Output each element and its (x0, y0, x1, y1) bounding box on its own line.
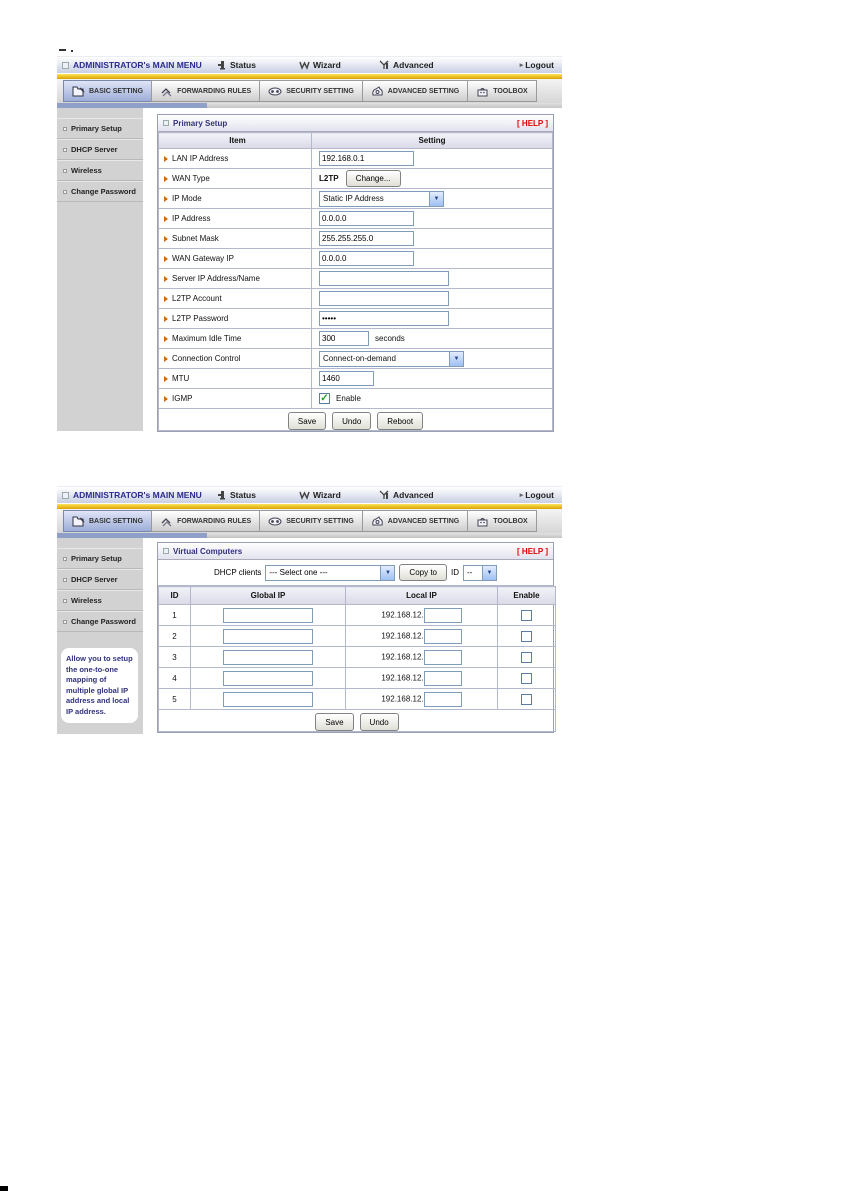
row-label: LAN IP Address (172, 154, 229, 163)
row-arrow-icon (164, 296, 168, 302)
main-menu-title (62, 490, 202, 500)
wizard-icon (299, 60, 310, 70)
lan-ip-input[interactable] (319, 151, 414, 166)
sidebar-item-label: Wireless (71, 166, 102, 175)
enable-checkbox-5[interactable] (521, 694, 532, 705)
bullet-icon (63, 148, 67, 152)
toolbox-icon (476, 516, 489, 527)
local-ip-prefix: 192.168.12. (381, 694, 424, 704)
sidebar-item-change-password[interactable] (57, 181, 143, 202)
local-ip-input-2[interactable] (424, 629, 462, 644)
row-label: Connection Control (172, 354, 241, 363)
server-ip-input[interactable] (319, 271, 449, 286)
menu-item-status[interactable] (217, 490, 256, 500)
select-value: Static IP Address (323, 194, 384, 203)
tab-label: TOOLBOX (493, 87, 528, 95)
local-ip-prefix: 192.168.12. (381, 652, 424, 662)
bullet-icon (63, 578, 67, 582)
mtu-input[interactable] (319, 371, 374, 386)
panel-icon (163, 548, 169, 554)
row-label: Server IP Address/Name (172, 274, 260, 283)
main-menu-title (62, 60, 202, 70)
table-row-ip-address (159, 209, 553, 229)
panel-icon (163, 120, 169, 126)
row-label: L2TP Password (172, 314, 229, 323)
row-arrow-icon (164, 376, 168, 382)
l2tp-password-input[interactable] (319, 311, 449, 326)
status-icon (217, 490, 227, 500)
active-tab-segment (57, 533, 207, 538)
chevron-down-icon: ▼ (380, 566, 394, 580)
sidebar-item-wireless[interactable] (57, 590, 143, 611)
logout-label: Logout (525, 60, 554, 70)
tab-label: FORWARDING RULES (177, 87, 252, 95)
local-ip-input-1[interactable] (424, 608, 462, 623)
sidebar-item-primary-setup[interactable] (57, 548, 143, 569)
bullet-icon (63, 599, 67, 603)
ip-address-input[interactable] (319, 211, 414, 226)
scan-artifact (59, 49, 66, 51)
sidebar-item-dhcp-server[interactable] (57, 139, 143, 160)
tab-underline-band (57, 103, 562, 108)
sidebar-item-label: DHCP Server (71, 145, 118, 154)
enable-checkbox-3[interactable] (521, 652, 532, 663)
menu-item-label: Status (230, 490, 256, 500)
logout-button[interactable] (520, 60, 554, 70)
wan-gateway-input[interactable] (319, 251, 414, 266)
toolbox-icon (476, 86, 489, 97)
row-arrow-icon (164, 356, 168, 362)
menu-item-label: Advanced (393, 490, 434, 500)
bullet-icon (63, 557, 67, 561)
tab-toolbox[interactable] (467, 80, 536, 102)
logout-arrow-icon: ▸ (519, 62, 524, 69)
row-id: 4 (159, 668, 191, 689)
screenshot-virtual-computers (57, 486, 562, 734)
tab-label: BASIC SETTING (89, 517, 144, 525)
row-arrow-icon (164, 216, 168, 222)
logout-label: Logout (525, 490, 554, 500)
screenshot-primary-setup (57, 56, 562, 431)
bullet-icon (63, 169, 67, 173)
row-arrow-icon (164, 196, 168, 202)
table-row-ip-mode (159, 189, 553, 209)
igmp-enable-checkbox[interactable]: ✓ (320, 392, 329, 404)
row-id: 2 (159, 626, 191, 647)
column-header-enable: Enable (498, 587, 556, 605)
tab-underline-band (57, 533, 562, 538)
dhcp-clients-select[interactable] (265, 565, 395, 581)
logout-button[interactable] (520, 490, 554, 500)
local-ip-input-5[interactable] (424, 692, 462, 707)
global-ip-input-5[interactable] (223, 692, 313, 707)
menu-item-label: Wizard (313, 490, 341, 500)
seconds-label: seconds (375, 333, 405, 343)
column-header-id: ID (159, 587, 191, 605)
row-label: Maximum Idle Time (172, 334, 242, 343)
menu-item-wizard[interactable] (299, 60, 341, 70)
menu-item-status[interactable] (217, 60, 256, 70)
sidebar (57, 538, 143, 734)
wizard-icon (299, 490, 310, 500)
row-arrow-icon (164, 316, 168, 322)
button-row (159, 409, 553, 431)
tab-security-setting[interactable] (259, 80, 363, 102)
l2tp-account-input[interactable] (319, 291, 449, 306)
tab-forwarding-rules[interactable] (151, 510, 260, 532)
main-menu-title-text: ADMINISTRATOR's MAIN MENU (73, 60, 202, 70)
security-setting-icon (268, 86, 282, 97)
column-header-item: Item (159, 133, 312, 149)
sidebar-item-wireless[interactable] (57, 160, 143, 181)
forwarding-rules-icon (160, 86, 173, 97)
enable-checkbox-2[interactable] (521, 631, 532, 642)
row-arrow-icon (164, 256, 168, 262)
global-ip-input-3[interactable] (223, 650, 313, 665)
table-row-2 (159, 626, 556, 647)
row-label: Subnet Mask (172, 234, 219, 243)
change-wan-type-button[interactable]: Change... (346, 170, 401, 187)
table-row-5 (159, 689, 556, 710)
row-label: WAN Type (172, 174, 210, 183)
primary-setup-panel (157, 114, 554, 432)
dhcp-clients-control-row (158, 560, 553, 586)
row-label: MTU (172, 374, 190, 383)
tab-security-setting[interactable] (259, 510, 363, 532)
tab-label: ADVANCED SETTING (387, 87, 460, 95)
advanced-icon (379, 60, 390, 70)
row-label: WAN Gateway IP (172, 254, 234, 263)
table-row-wan-type (159, 169, 553, 189)
local-ip-prefix: 192.168.12. (381, 610, 424, 620)
status-icon (217, 60, 227, 70)
chevron-down-icon: ▼ (449, 352, 463, 366)
enable-label: Enable (336, 393, 361, 403)
tab-advanced-setting[interactable] (362, 510, 468, 532)
local-ip-prefix: 192.168.12. (381, 673, 424, 683)
row-arrow-icon (164, 336, 168, 342)
row-arrow-icon (164, 276, 168, 282)
sidebar-item-label: DHCP Server (71, 575, 118, 584)
table-row-l2tp-password (159, 309, 553, 329)
chevron-down-icon: ▼ (429, 192, 443, 206)
tab-label: FORWARDING RULES (177, 517, 252, 525)
advanced-setting-icon (371, 516, 384, 527)
table-row-igmp (159, 389, 553, 409)
table-row-1 (159, 605, 556, 626)
tab-toolbox[interactable] (467, 510, 536, 532)
sidebar-item-change-password[interactable] (57, 611, 143, 632)
save-button[interactable]: Save (315, 713, 353, 731)
row-id: 5 (159, 689, 191, 710)
enable-checkbox-4[interactable] (521, 673, 532, 684)
tab-forwarding-rules[interactable] (151, 80, 260, 102)
wan-type-value: L2TP (319, 174, 339, 183)
panel-title (163, 547, 242, 556)
basic-setting-icon (72, 516, 85, 527)
subnet-mask-input[interactable] (319, 231, 414, 246)
enable-checkbox-1[interactable] (521, 610, 532, 621)
table-row-3 (159, 647, 556, 668)
tab-basic-setting[interactable] (63, 80, 152, 102)
select-value: --- Select one --- (269, 568, 328, 577)
chevron-down-icon: ▼ (482, 566, 496, 580)
panel-title-text: Virtual Computers (173, 546, 243, 556)
tab-label: SECURITY SETTING (286, 87, 354, 95)
row-label: IGMP (172, 394, 193, 403)
global-ip-input-1[interactable] (223, 608, 313, 623)
local-ip-input-4[interactable] (424, 671, 462, 686)
ip-mode-select[interactable] (319, 191, 444, 207)
local-ip-prefix: 192.168.12. (381, 631, 424, 641)
copy-to-button[interactable]: Copy to (399, 564, 447, 581)
connection-control-select[interactable] (319, 351, 464, 367)
bullet-icon (63, 190, 67, 194)
undo-button[interactable]: Undo (360, 713, 399, 731)
row-id: 3 (159, 647, 191, 668)
menu-item-label: Wizard (313, 60, 341, 70)
select-value: Connect-on-demand (323, 354, 396, 363)
scan-artifact (71, 50, 73, 52)
table-row-mtu (159, 369, 553, 389)
table-row-connection-control (159, 349, 553, 369)
page-corner-mark (0, 1186, 8, 1191)
bullet-icon (63, 127, 67, 131)
button-row (159, 710, 556, 732)
table-row-4 (159, 668, 556, 689)
column-header-setting: Setting (312, 133, 553, 149)
virtual-computers-panel (157, 542, 554, 733)
table-row-l2tp-account (159, 289, 553, 309)
tab-basic-setting[interactable] (63, 510, 152, 532)
logout-arrow-icon: ▸ (519, 492, 524, 499)
global-ip-input-4[interactable] (223, 671, 313, 686)
table-row-max-idle-time (159, 329, 553, 349)
forwarding-rules-icon (160, 516, 173, 527)
basic-setting-icon (72, 86, 85, 97)
copy-to-id-select[interactable] (463, 565, 497, 581)
tab-label: ADVANCED SETTING (387, 517, 460, 525)
table-row-lan-ip (159, 149, 553, 169)
table-row-server-ip (159, 269, 553, 289)
row-label: IP Address (172, 214, 211, 223)
row-label: L2TP Account (172, 294, 222, 303)
sidebar-item-label: Change Password (71, 617, 137, 626)
sidebar-item-primary-setup[interactable] (57, 118, 143, 139)
advanced-setting-icon (371, 86, 384, 97)
tab-label: SECURITY SETTING (286, 517, 354, 525)
main-menu-title-text: ADMINISTRATOR's MAIN MENU (73, 490, 202, 500)
max-idle-time-input[interactable] (319, 331, 369, 346)
table-row-subnet-mask (159, 229, 553, 249)
row-id: 1 (159, 605, 191, 626)
tab-label: BASIC SETTING (89, 87, 144, 95)
save-button[interactable]: Save (288, 412, 326, 430)
local-ip-input-3[interactable] (424, 650, 462, 665)
sidebar-item-label: Change Password (71, 187, 137, 196)
row-arrow-icon (164, 156, 168, 162)
select-value: -- (467, 568, 473, 577)
help-link[interactable]: [ HELP ] (517, 118, 548, 128)
menu-bullet-icon (62, 492, 69, 499)
id-label: ID (451, 568, 459, 577)
sidebar-item-label: Primary Setup (71, 124, 122, 133)
global-ip-input-2[interactable] (223, 629, 313, 644)
menu-item-label: Advanced (393, 60, 434, 70)
panel-title (163, 119, 227, 128)
row-arrow-icon (164, 396, 168, 402)
menu-item-label: Status (230, 60, 256, 70)
menu-item-advanced[interactable] (379, 60, 434, 70)
tab-advanced-setting[interactable] (362, 80, 468, 102)
row-label: IP Mode (172, 194, 202, 203)
menu-bullet-icon (62, 62, 69, 69)
panel-title-text: Primary Setup (173, 118, 228, 128)
row-arrow-icon (164, 236, 168, 242)
security-setting-icon (268, 516, 282, 527)
menu-item-advanced[interactable] (379, 490, 434, 500)
sidebar-item-label: Primary Setup (71, 554, 122, 563)
bullet-icon (63, 620, 67, 624)
column-header-local-ip: Local IP (346, 587, 498, 605)
dhcp-clients-label: DHCP clients (214, 568, 262, 577)
sidebar-item-dhcp-server[interactable] (57, 569, 143, 590)
reboot-button[interactable]: Reboot (377, 412, 423, 430)
main-menu-bar (57, 56, 562, 73)
help-link[interactable]: [ HELP ] (517, 546, 548, 556)
tab-bar (57, 509, 562, 533)
active-tab-segment (57, 103, 207, 108)
tab-bar (57, 79, 562, 103)
column-header-global-ip: Global IP (191, 587, 346, 605)
advanced-icon (379, 490, 390, 500)
menu-item-wizard[interactable] (299, 490, 341, 500)
tab-label: TOOLBOX (493, 517, 528, 525)
sidebar-item-label: Wireless (71, 596, 102, 605)
table-row-wan-gateway (159, 249, 553, 269)
sidebar (57, 108, 143, 431)
main-menu-bar (57, 486, 562, 503)
row-arrow-icon (164, 176, 168, 182)
undo-button[interactable]: Undo (332, 412, 371, 430)
sidebar-help-note: Allow you to setup the one-to-one mapping of multiple global IP address and local IP address. (61, 648, 138, 723)
